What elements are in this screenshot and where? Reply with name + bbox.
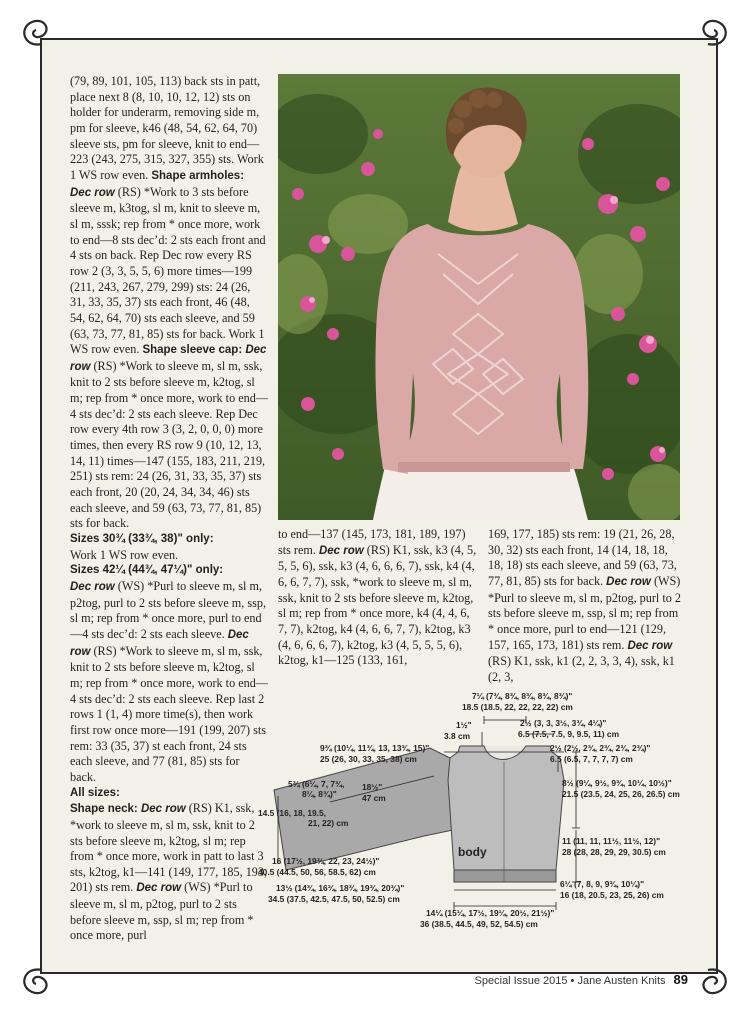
column-2 <box>278 527 480 669</box>
paragraph-shape-neck <box>70 801 268 944</box>
upper-arm-in-2: 8¼, 8¾)" <box>302 789 337 799</box>
text-run: Dec row <box>318 544 364 557</box>
text-run: (RS) *Work to sleeve m, sl m, ssk, knit to 2 sts before sleeve m, k2tog, sl m; rep from * once more, work to end—4 sts dec’d: 2 sts each sleeve. Rep last 2 rows 1 (1, 4) more time(s), then work first row once more—191 (199, 207) sts rem: 33 (35, 37) st each front, 24 sts each sleeve, and 77 (81, 85) sts for back. <box>70 643 268 784</box>
sleeve-length-in: 18½" <box>362 782 383 792</box>
corner-flourish-bottom-right <box>690 954 736 1000</box>
sleeve-length-cm: 47 cm <box>362 793 386 803</box>
rib-in: 6¼ (7, 8, 9, 9¾, 10¼)" <box>560 879 645 889</box>
waist-in: 13½ (14¾, 16¾, 18¾, 19¾, 20¾)" <box>276 883 405 893</box>
text-run: (RS) K1, ssk, k1 (2, 2, 3, 3, 4), ssk, k1 (2, 3, <box>488 654 675 684</box>
text-run: (79, 89, 101, 105, 113) back sts in patt, place next 8 (8, 10, 10, 12, 12) sts on holder for underarm, removing side m, pm for sleeve, k46 (48, 54, 62, 64, 70) sleeve sts, pm for sleeve, knit to end—223 (243, 275, 315, 327, 355) sts. Work 1 WS row even. <box>70 74 264 182</box>
page-number: 89 <box>673 972 688 987</box>
text-run: (RS) *Work to sleeve m, sl m, ssk, knit to 2 sts before sleeve m, k2tog, sl m; rep from * once more, work to end—4 sts dec’d: 2 sts each sleeve. Rep Dec row every 4th row 3 (3, 2, 0, 0, 0) more times, then every RS row 9 (10, 12, 13, 14, 11) times—147 (155, 183, 211, 219, 251) sts rem: 24 (26, 31, 33, 35, 37) sts each front, 20 (20, 24, 34, 34, 46) sts each sleeve, and 59 (63, 73, 77, 81, 85) sts for back. <box>70 358 268 531</box>
heading-all-sizes: All sizes: <box>70 786 120 799</box>
footer-publication: Special Issue 2015 • Jane Austen Knits <box>474 975 666 987</box>
corner-flourish-top-left <box>14 14 60 60</box>
heading-sizes-large: Sizes 42¼ (44¾, 47¼)" only: <box>70 564 224 577</box>
text-run: Dec row <box>140 803 186 816</box>
neck-depth-cm: 3.8 cm <box>444 731 471 741</box>
corner-flourish-bottom-left <box>14 954 60 1000</box>
hem-in: 14¼ (15¼, 17½, 19¼, 20½, 21½)" <box>426 908 555 918</box>
hem-cm: 36 (38.5, 44.5, 49, 52, 54.5) cm <box>420 919 538 929</box>
paragraph-column-2 <box>278 527 480 669</box>
text-run: (RS) K1, ssk, *work to sleeve m, sl m, ssk, knit to 2 sts before sleeve m, k2tog, sl m; rep from * once more, work in patt to last 3 sts, k2tog, k1—141 (149, 177, 185, 193, 201) sts rem. <box>70 801 268 895</box>
text-run: Dec row <box>606 575 651 588</box>
upper-arm-in-1: 5¾ (6¼, 7, 7¾, <box>288 779 345 789</box>
text-run: Shape neck: <box>70 803 141 816</box>
armhole-cm: 21.5 (23.5, 24, 25, 26, 26.5) cm <box>562 789 680 799</box>
text-run: 169, 177, 185) sts rem: 19 (21, 26, 28, 30, 32) sts each front, 14 (14, 18, 18, 18, 18) sts each sleeve, and 59 (63, 73, 77, 81, 85) sts for back. <box>488 527 677 588</box>
text-run: Dec row <box>70 581 115 593</box>
cuff-cm: 40.5 (44.5, 50, 56, 58.5, 62) cm <box>258 867 376 877</box>
text-run: Shape sleeve cap: <box>142 344 246 357</box>
shoulder-cm: 6.5 (7.5, 7.5, 9, 9.5, 11) cm <box>518 729 620 739</box>
upper-arm-cm-2: 21, 22) cm <box>308 818 349 828</box>
text-run: Dec row <box>70 628 249 658</box>
corner-flourish-top-right <box>690 14 736 60</box>
cuff-in: 16 (17½, 19¾, 22, 23, 24½)" <box>272 856 380 866</box>
page-footer <box>475 972 688 987</box>
text-run: Dec row <box>136 882 182 895</box>
text-run: (WS) *Purl to sleeve m, sl m, p2tog, purl to 2 sts before sleeve m, ssp, sl m; rep from * once more, purl to end—4 sts dec’d: 2 sts each sleeve. <box>70 579 266 641</box>
column-3 <box>488 527 684 686</box>
front-in: 2½ (2½, 2¾, 2¾, 2¾, 2¾)" <box>550 743 651 753</box>
schematic-diagram <box>258 690 698 940</box>
text-run: (RS) *Work to 3 sts before sleeve m, k3tog, sl m, knit to sleeve m, sl m, sssk; rep from * once more, work to end—8 sts dec’d: 2 sts each front and 4 sts on back. Rep Dec row every RS row 2 (3, 3, 5, 5, 6) more times—199 (211, 243, 267, 279, 299) sts: 24 (26, 31, 33, 35, 37) sts each front, 46 (48, 54, 62, 64, 70) sts each sleeve, and 59 (63, 73, 77, 81, 85) sts for back. Work 1 WS row even. <box>70 184 266 357</box>
neck-width-in: 7¼ (7¾, 8¾, 8¾, 8¾, 8¾)" <box>472 691 573 701</box>
paragraph-armholes <box>70 74 268 532</box>
upper-arm-cm-1: 14.5 (16, 18, 19.5, <box>258 808 326 818</box>
text-run: Shape armholes: <box>151 169 245 182</box>
text-run: (RS) K1, ssk, k3 (4, 5, 5, 5, 6), ssk, k3 (4, 6, 6, 6, 7), ssk, k4 (4, 6, 6, 7, 7), ssk, *work to sleeve m, sl m, ssk, knit to 2 sts before sleeve m, k2tog, sl m; rep from * once more, k4 (4, 4, 6, 7, 7), k2tog, k4 (4, 6, 6, 7, 7), k2tog, k3 (4, 6, 6, 6, 7), k2tog, k3 (4, 5, 5, 5, 6), k2tog, k1—125 (133, 161, <box>278 542 477 668</box>
text-run: to end—137 (145, 173, 181, 189, 197) sts rem. <box>278 527 466 557</box>
paragraph-small-sizes: Work 1 WS row even. <box>70 547 179 562</box>
neck-width-cm: 18.5 (18.5, 22, 22, 22, 22) cm <box>462 702 573 712</box>
text-run: (WS) *Purl to sleeve m, sl m, p2tog, purl to 2 sts before sleeve m, ssp, sl m; rep from * once more, purl to end—121 (129, 157, 165, 173, 181) sts rem. <box>488 573 681 652</box>
yoke-cm: 25 (26, 30, 33, 35, 38) cm <box>320 754 417 764</box>
paragraph-column-3 <box>488 527 684 686</box>
column-1 <box>70 74 268 944</box>
sweater-back-photo <box>278 74 680 520</box>
body-label: body <box>458 845 487 859</box>
paragraph-large-sizes <box>70 579 268 786</box>
yoke-in: 9¾ (10¼, 11¾, 13, 13¾, 15)" <box>320 743 430 753</box>
text-run: Dec row <box>70 344 267 373</box>
shoulder-in: 2½ (3, 3, 3½, 3¾, 4¼)" <box>520 718 607 728</box>
heading-sizes-small: Sizes 30¾ (33¾, 38)" only: <box>70 533 214 546</box>
armhole-in: 8½ (9¼, 9½, 9¾, 10¼, 10½)" <box>562 778 672 788</box>
body-length-in: 11 (11, 11, 11½, 11½, 12)" <box>562 836 661 846</box>
text-run: (WS) *Purl to sleeve m, sl m, p2tog, purl to 2 sts before sleeve m, ssp, sl m; rep from * once more, purl <box>70 880 254 943</box>
front-cm: 6.5 (6.5, 7, 7, 7, 7) cm <box>550 754 633 764</box>
body-length-cm: 28 (28, 28, 29, 29, 30.5) cm <box>562 847 666 857</box>
neck-depth-in: 1½" <box>456 720 472 730</box>
waist-cm: 34.5 (37.5, 42.5, 47.5, 50, 52.5) cm <box>268 894 400 904</box>
rib-cm: 16 (18, 20.5, 23, 25, 26) cm <box>560 890 664 900</box>
text-run: Dec row <box>70 186 115 199</box>
text-run: Dec row <box>627 639 673 652</box>
